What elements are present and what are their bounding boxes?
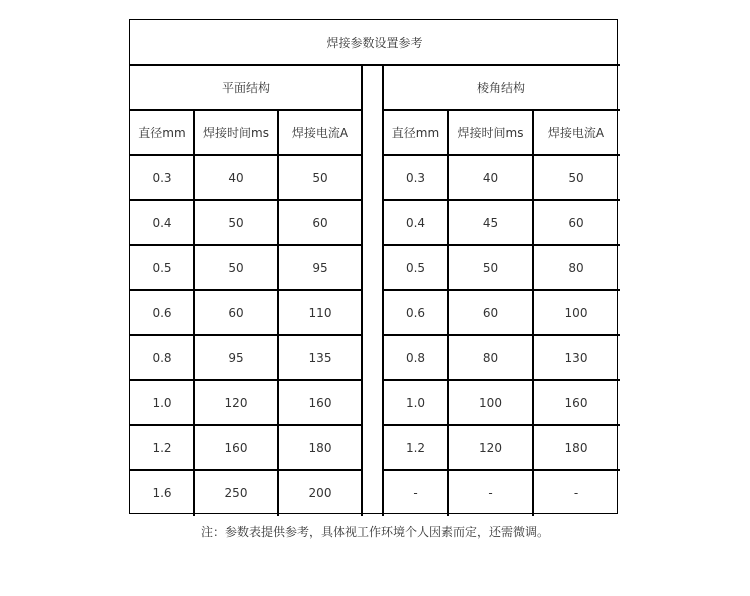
- right-data-cell: 50: [568, 170, 584, 185]
- right-data-cell: 0.8: [405, 350, 426, 365]
- right-header-cell: 直径mm: [391, 126, 440, 140]
- left-data-cell: 160: [224, 440, 248, 455]
- left-data-cell: 120: [224, 395, 248, 410]
- right-header-cell: 焊接时间ms: [457, 126, 524, 140]
- right-data-cell: 0.4: [405, 215, 426, 230]
- right-data-cell: 160: [564, 395, 588, 410]
- right-data-cell: 50: [482, 260, 499, 275]
- left-header-cell: 焊接时间ms: [203, 126, 269, 140]
- left-data-cell: 200: [308, 485, 332, 500]
- right-data-cell: 130: [564, 350, 588, 365]
- right-data-cell: -: [488, 485, 493, 500]
- right-data-cell: 100: [564, 305, 588, 320]
- table-title: 焊接参数设置参考: [326, 36, 423, 50]
- right-data-cell: 120: [479, 440, 502, 455]
- left-data-cell: 250: [224, 485, 248, 500]
- left-block-label: 平面结构: [221, 81, 270, 95]
- left-data-cell: 40: [228, 170, 244, 185]
- right-data-cell: 180: [564, 440, 588, 455]
- left-data-cell: 60: [312, 215, 328, 230]
- left-data-cell: 0.4: [152, 215, 172, 230]
- left-data-cell: 1.2: [152, 440, 172, 455]
- left-data-cell: 95: [312, 260, 328, 275]
- right-block-label: 棱角结构: [476, 81, 525, 95]
- right-header-cell: 焊接电流A: [547, 126, 605, 140]
- right-data-cell: 0.3: [405, 170, 426, 185]
- left-data-cell: 50: [228, 260, 244, 275]
- right-data-cell: 0.6: [405, 305, 426, 320]
- left-header-cell: 焊接电流A: [291, 126, 349, 140]
- left-data-cell: 95: [228, 350, 244, 365]
- right-data-cell: 1.2: [405, 440, 426, 455]
- welding-parameter-table: [129, 19, 618, 514]
- left-data-cell: 180: [308, 440, 332, 455]
- left-data-cell: 1.0: [152, 395, 172, 410]
- right-data-cell: -: [413, 485, 418, 500]
- right-data-cell: 100: [479, 395, 502, 410]
- right-data-cell: 60: [568, 215, 584, 230]
- right-data-cell: 40: [482, 170, 499, 185]
- footnote: 注：参数表提供参考，具体视工作环境个人因素而定，还需微调。: [200, 525, 549, 539]
- left-data-cell: 0.3: [152, 170, 172, 185]
- right-data-cell: 1.0: [405, 395, 426, 410]
- right-data-cell: 80: [482, 350, 499, 365]
- right-data-cell: 60: [482, 305, 499, 320]
- left-data-cell: 160: [308, 395, 332, 410]
- left-header-cell: 直径mm: [138, 126, 186, 140]
- right-data-cell: 80: [568, 260, 584, 275]
- left-data-cell: 50: [228, 215, 244, 230]
- right-data-cell: -: [573, 485, 579, 500]
- left-data-cell: 135: [308, 350, 332, 365]
- left-data-cell: 0.5: [152, 260, 172, 275]
- left-data-cell: 0.6: [152, 305, 172, 320]
- right-data-cell: 0.5: [405, 260, 426, 275]
- right-data-cell: 45: [482, 215, 499, 230]
- left-data-cell: 60: [228, 305, 244, 320]
- left-data-cell: 0.8: [152, 350, 172, 365]
- left-data-cell: 1.6: [152, 485, 172, 500]
- left-data-cell: 50: [312, 170, 328, 185]
- left-data-cell: 110: [308, 305, 332, 320]
